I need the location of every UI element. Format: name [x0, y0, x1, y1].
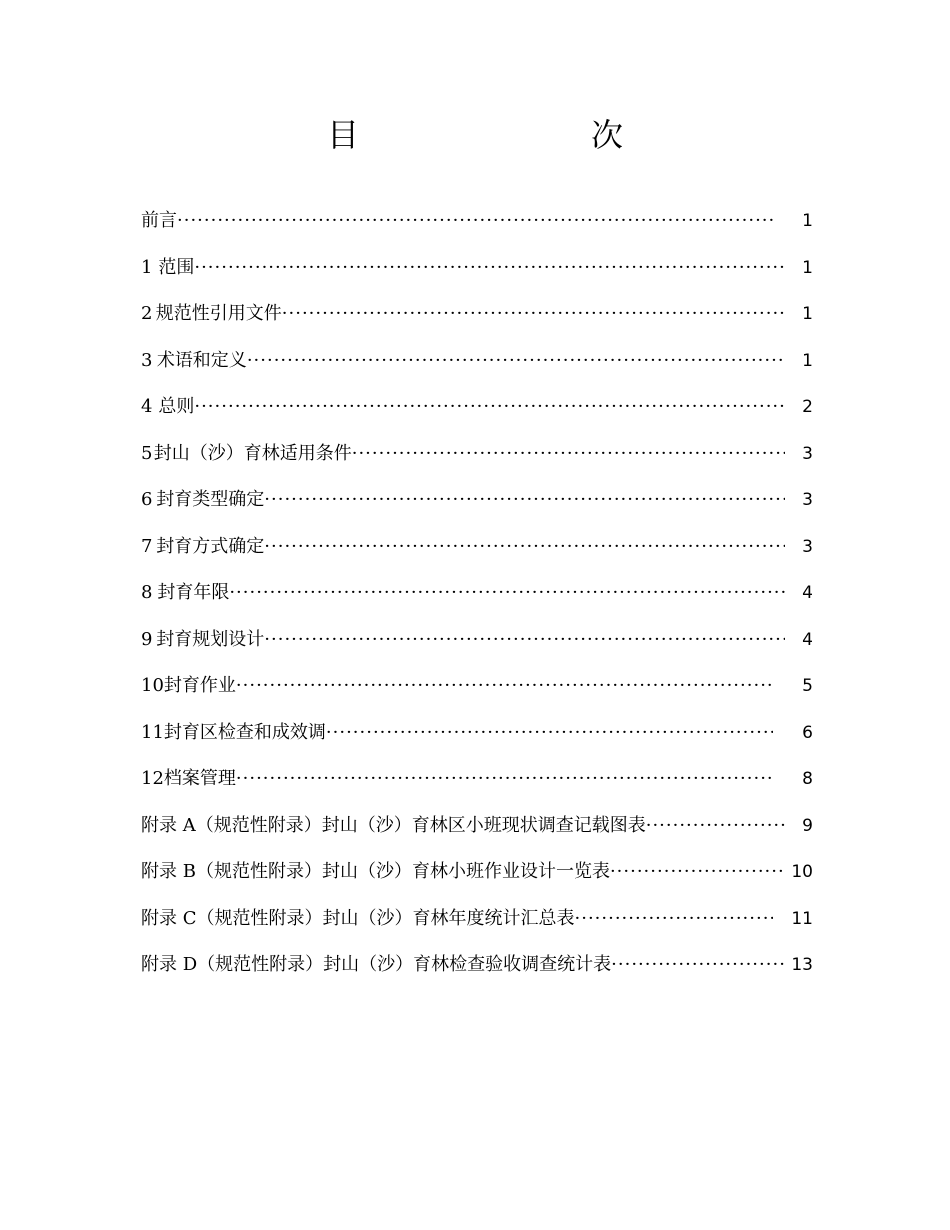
toc-entry[interactable]	[141, 950, 813, 997]
toc-entry-label: 封山（沙）育林适用条件	[153, 442, 352, 464]
toc-entry-label: 附录 B（规范性附录）封山（沙）育林小班作业设计一览表	[141, 861, 610, 882]
toc-leader-dots	[177, 210, 773, 231]
toc-page-number: 3	[802, 443, 813, 464]
toc-entry-number: 1	[141, 256, 153, 278]
toc-page-number: 10	[791, 862, 813, 882]
table-of-contents	[141, 206, 813, 997]
toc-entry-label: 规范性引用文件	[155, 303, 282, 324]
toc-leader-dots	[247, 350, 785, 371]
toc-leader-dots	[264, 629, 785, 650]
toc-page-number: 5	[802, 676, 813, 696]
toc-page-number: 3	[802, 490, 813, 510]
toc-page-number: 1	[802, 211, 813, 231]
toc-entry-number: 3	[141, 349, 153, 371]
toc-entry[interactable]	[141, 485, 813, 532]
toc-entry-label: 附录 A（规范性附录）封山（沙）育林区小班现状调查记载图表	[141, 814, 646, 836]
toc-page-number: 13	[791, 955, 813, 975]
toc-entry-number: 10	[141, 675, 164, 696]
toc-entry-number: 7	[141, 535, 153, 557]
toc-entry-label: 封育规划设计	[156, 628, 265, 650]
page-title: 目 次	[326, 116, 679, 154]
toc-entry[interactable]	[141, 439, 813, 486]
toc-page-number: 8	[802, 769, 813, 789]
toc-entry[interactable]	[141, 764, 813, 811]
toc-entry-number: 12	[141, 768, 164, 789]
toc-entry-number: 11	[141, 721, 164, 743]
toc-entry-label: 封育年限	[157, 582, 230, 603]
toc-leader-dots	[194, 257, 785, 278]
toc-entry-number: 6	[141, 489, 153, 510]
toc-page-number: 1	[802, 257, 813, 278]
toc-entry-label: 前言	[141, 210, 177, 231]
toc-leader-dots	[575, 908, 774, 929]
toc-leader-dots	[646, 815, 785, 836]
toc-entry-label: 总则	[158, 396, 195, 417]
toc-entry-label: 封育类型确定	[156, 489, 265, 510]
toc-leader-dots	[236, 768, 773, 789]
toc-entry[interactable]	[141, 811, 813, 858]
toc-entry[interactable]	[141, 532, 813, 579]
toc-entry-number: 4	[141, 396, 153, 417]
toc-entry[interactable]	[141, 299, 813, 346]
toc-leader-dots	[264, 536, 785, 557]
toc-page-number: 6	[802, 722, 813, 743]
toc-page-number: 3	[802, 536, 813, 557]
toc-leader-dots	[352, 443, 785, 464]
toc-entry-label: 术语和定义	[156, 349, 247, 371]
toc-page-number: 1	[802, 350, 813, 371]
toc-leader-dots	[611, 954, 785, 975]
toc-page-number: 2	[802, 397, 813, 417]
toc-entry[interactable]	[141, 578, 813, 625]
toc-entry-label: 档案管理	[163, 768, 236, 789]
toc-entry[interactable]	[141, 904, 813, 951]
toc-entry-label: 附录 C（规范性附录）封山（沙）育林年度统计汇总表	[141, 907, 575, 929]
toc-page-number: 4	[802, 629, 813, 650]
toc-entry[interactable]	[141, 206, 813, 253]
toc-entry[interactable]	[141, 392, 813, 439]
toc-page-number: 1	[802, 304, 813, 324]
toc-entry-number: 2	[141, 303, 153, 324]
toc-entry-label: 附录 D（规范性附录）封山（沙）育林检查验收调查统计表	[141, 954, 612, 975]
toc-entry[interactable]	[141, 253, 813, 300]
toc-entry[interactable]	[141, 671, 813, 718]
toc-leader-dots	[194, 396, 785, 417]
toc-leader-dots	[610, 861, 785, 882]
toc-page-number: 4	[802, 583, 813, 603]
toc-page-number: 11	[791, 908, 813, 929]
toc-entry-number: 8	[141, 582, 153, 603]
toc-leader-dots	[264, 489, 785, 510]
toc-entry[interactable]	[141, 625, 813, 672]
toc-entry[interactable]	[141, 857, 813, 904]
toc-entry-label: 范围	[158, 256, 195, 278]
toc-entry-number: 9	[141, 628, 153, 650]
toc-entry-number: 5	[141, 442, 153, 464]
toc-page-number: 9	[802, 815, 813, 836]
toc-leader-dots	[326, 722, 773, 743]
toc-entry-label: 封育区检查和成效调	[163, 721, 326, 743]
toc-entry[interactable]	[141, 346, 813, 393]
toc-entry-label: 封育作业	[163, 675, 236, 696]
toc-leader-dots	[236, 675, 773, 696]
toc-leader-dots	[282, 303, 785, 324]
toc-entry-label: 封育方式确定	[156, 535, 265, 557]
toc-leader-dots	[229, 582, 785, 603]
toc-entry[interactable]	[141, 718, 813, 765]
